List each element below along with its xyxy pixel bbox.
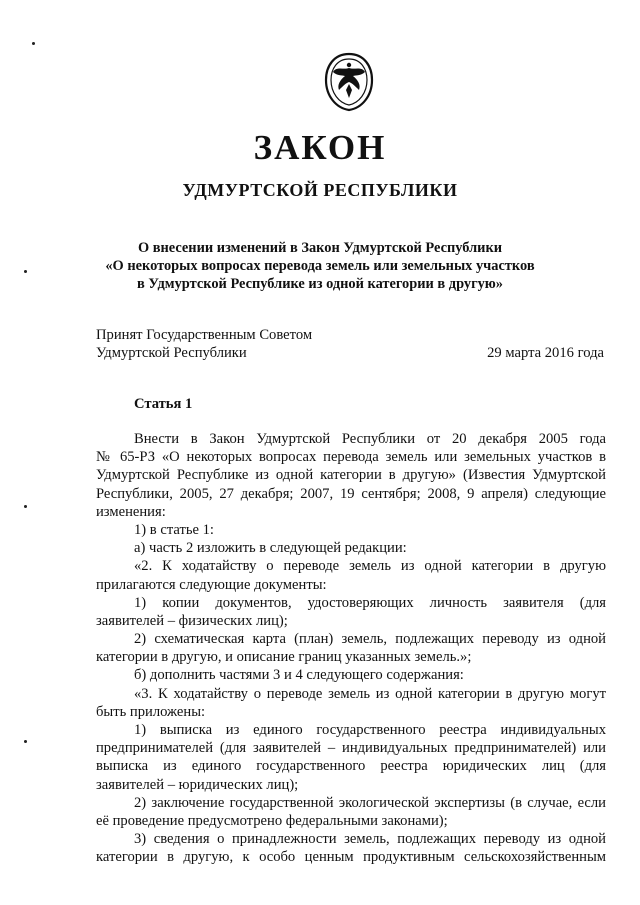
body-line: выписка из единого государственного реестра юридических лиц (для	[96, 758, 606, 775]
body-line: 1) в статье 1:	[134, 521, 214, 538]
body-line: 1) выписка из единого государственного реестра индивидуальных	[134, 722, 606, 738]
body-line: 2) заключение государственной экологической экспертизы (в случае, если	[134, 794, 606, 811]
body-line: «2. К ходатайству о переводе земель из одной категории в другую	[134, 558, 606, 575]
article-title: Статья 1	[134, 396, 193, 412]
law-heading-line: О внесении изменений в Закон Удмуртской Республики	[137, 240, 503, 256]
body-line: её проведение предусмотрено федеральными законами);	[96, 812, 448, 829]
margin-dot	[24, 505, 27, 508]
body-line: № 65-РЗ «О некоторых вопросах перевода земель или земельных участков в	[96, 449, 606, 466]
body-line: Удмуртской Республике из одной категории в другую» (Известия Удмуртской	[96, 467, 606, 484]
adoption-line: Принят Государственным Советом	[96, 327, 313, 343]
document-title: ЗАКОН	[253, 128, 387, 167]
body-line: прилагаются следующие документы:	[96, 576, 327, 593]
body-line: заявителей – физических лиц);	[96, 612, 288, 629]
body-line: 1) копии документов, удостоверяющих личность заявителя (для	[134, 594, 606, 611]
body-line: быть приложены:	[96, 703, 206, 720]
body-line: заявителей – юридических лиц);	[96, 776, 299, 793]
body-line: «3. К ходатайству о переводе земель из одной категории в другую могут	[134, 685, 606, 702]
body-line: б) дополнить частями 3 и 4 следующего содержания:	[134, 667, 464, 684]
law-heading-line: в Удмуртской Республике из одной категории в другую»	[136, 276, 504, 292]
margin-dot	[24, 740, 27, 743]
body-line: Республики, 2005, 27 декабря; 2007, 19 сентября; 2008, 9 апреля) следующие	[96, 485, 606, 502]
law-heading-line: «О некоторых вопросах перевода земель или земельных участков	[105, 258, 535, 274]
adoption-date: 29 марта 2016 года	[487, 345, 604, 361]
margin-dot	[32, 42, 35, 45]
body-line: предпринимателей (для заявителей – индивидуальных предпринимателей) или	[96, 740, 606, 757]
coat-of-arms-emblem	[322, 52, 376, 112]
body-line: Внести в Закон Удмуртской Республики от 20 декабря 2005 года	[134, 431, 606, 447]
body-line: категории в другую, к особо ценным продуктивным сельскохозяйственным	[96, 849, 606, 866]
document-subtitle: УДМУРТСКОЙ РЕСПУБЛИКИ	[182, 180, 458, 200]
body-line: 2) схематическая карта (план) земель, подлежащих переводу из одной	[134, 631, 606, 648]
body-line: 3) сведения о принадлежности земель, подлежащих переводу из одной	[134, 831, 606, 848]
article-body	[96, 430, 606, 867]
adoption-line: Удмуртской Республики	[96, 345, 247, 361]
adoption-block	[96, 326, 312, 362]
body-line: а) часть 2 изложить в следующей редакции:	[134, 540, 407, 557]
body-line: изменения:	[96, 503, 166, 520]
body-line: категории в другую, и описание границ указанных земель.»;	[96, 649, 472, 666]
